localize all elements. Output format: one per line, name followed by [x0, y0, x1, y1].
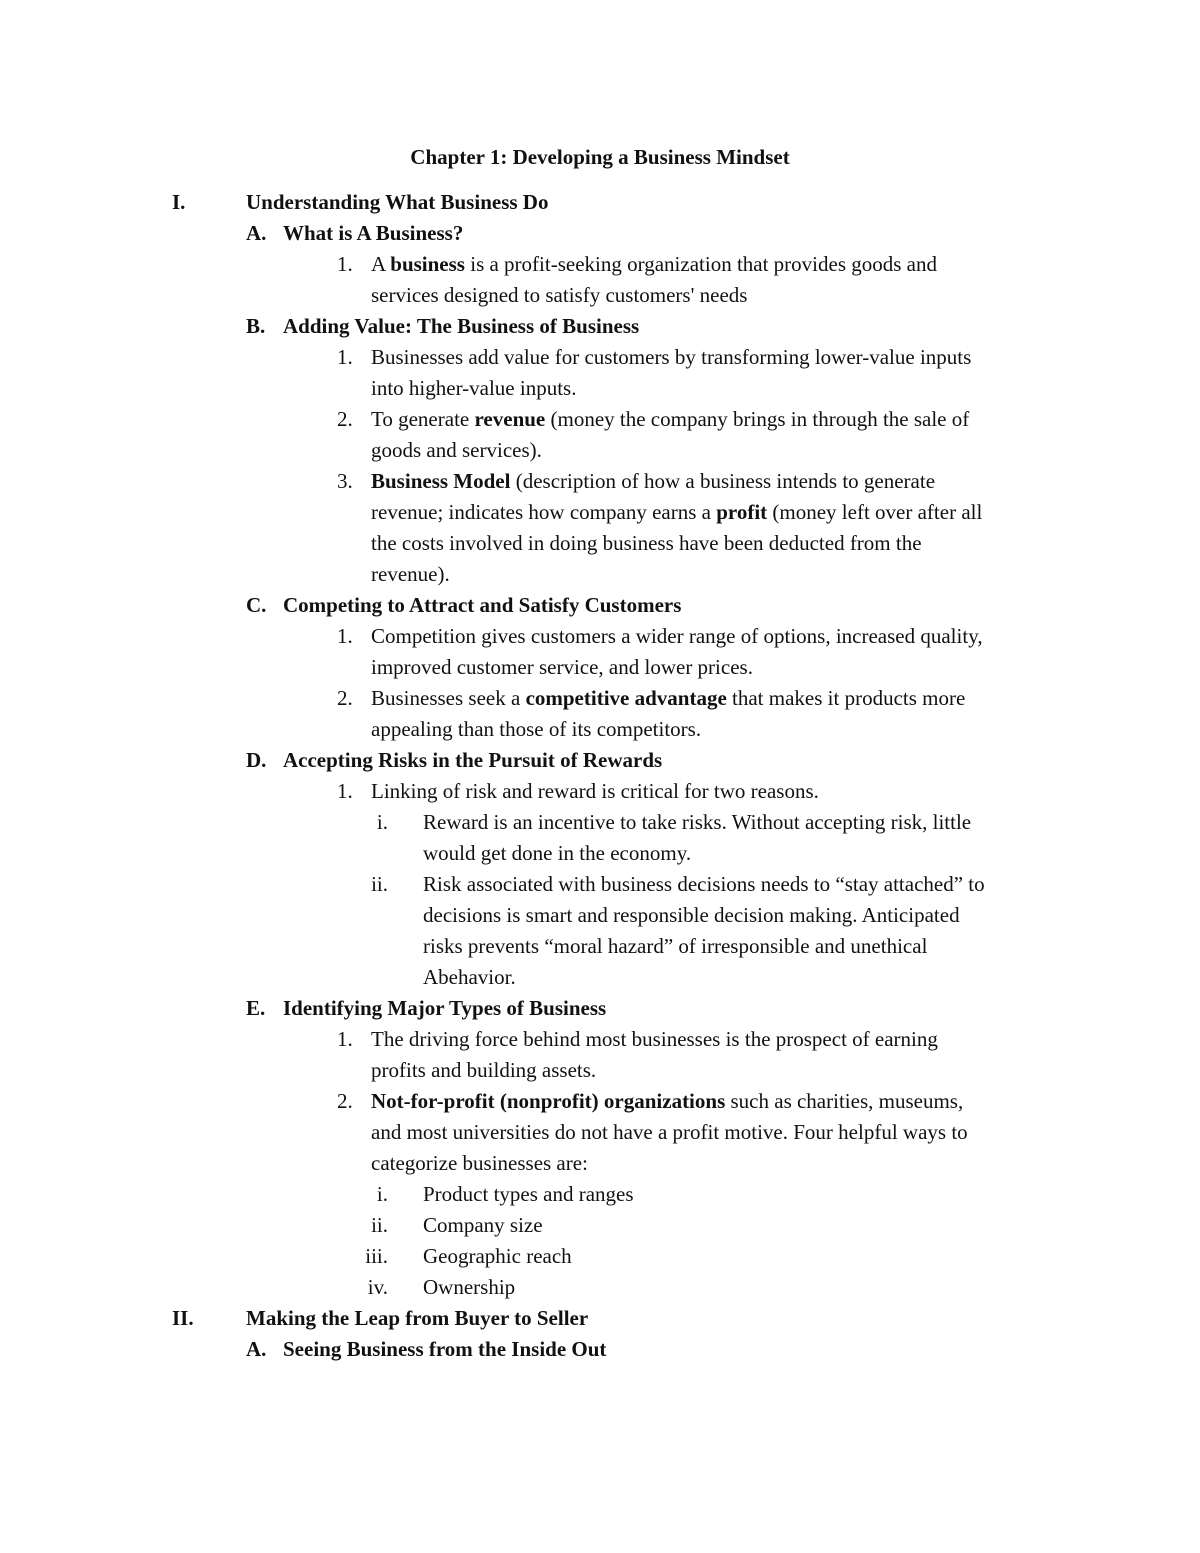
section-number: II. — [172, 1306, 194, 1330]
roman-numeral: iii. — [365, 1244, 388, 1268]
text-fragment: (money left over after all — [767, 500, 983, 524]
subsection-letter: E. — [246, 996, 266, 1020]
item-number: 1. — [337, 1027, 353, 1051]
key-term: Business Model — [371, 469, 511, 493]
body-text-line: categorize businesses are: — [371, 1151, 588, 1175]
body-text-line — [371, 683, 965, 714]
section-heading: Understanding What Business Do — [246, 190, 549, 214]
roman-numeral: ii. — [371, 1213, 388, 1237]
body-text-line: improved customer service, and lower prices. — [371, 655, 753, 679]
key-term: business — [390, 252, 465, 276]
key-term: profit — [716, 500, 768, 524]
body-text-line: Abehavior. — [423, 965, 516, 989]
item-number: 1. — [337, 779, 353, 803]
body-text-line: revenue). — [371, 562, 450, 586]
text-fragment: that makes it products more — [726, 686, 966, 710]
text-fragment: To generate — [371, 407, 475, 431]
page-title: Chapter 1: Developing a Business Mindset — [410, 145, 790, 169]
body-text-line — [371, 466, 935, 497]
body-text-line — [371, 249, 937, 280]
body-text-line: profits and building assets. — [371, 1058, 597, 1082]
body-text-line: risks prevents “moral hazard” of irresponsible and unethical — [423, 934, 928, 958]
section-number: I. — [172, 190, 186, 214]
subsection-letter: B. — [246, 314, 266, 338]
body-text-line: Product types and ranges — [423, 1182, 634, 1206]
body-text-line: Geographic reach — [423, 1244, 572, 1268]
body-text-line: Ownership — [423, 1275, 516, 1299]
subsection-heading: What is A Business? — [283, 221, 464, 245]
body-text-line: Linking of risk and reward is critical for two reasons. — [371, 779, 819, 803]
roman-numeral: i. — [376, 1182, 388, 1206]
body-text-line: Company size — [423, 1213, 543, 1237]
body-text-line: The driving force behind most businesses is the prospect of earning — [371, 1027, 938, 1051]
subsection-heading: Adding Value: The Business of Business — [283, 314, 640, 338]
subsection-letter: A. — [246, 1337, 267, 1361]
subsection-letter: C. — [246, 593, 267, 617]
body-text-line — [371, 404, 969, 435]
subsection-letter: A. — [246, 221, 267, 245]
body-text-line: services designed to satisfy customers' needs — [371, 283, 748, 307]
body-text-line: appealing than those of its competitors. — [371, 717, 702, 741]
subsection-heading: Competing to Attract and Satisfy Customers — [283, 593, 682, 617]
body-text-line: Reward is an incentive to take risks. Without accepting risk, little — [423, 810, 972, 834]
text-fragment: is a profit-seeking organization that provides goods and — [464, 252, 937, 276]
body-text-line: decisions is smart and responsible decision making. Anticipated — [423, 903, 960, 927]
item-number: 1. — [337, 252, 353, 276]
subsection-letter: D. — [246, 748, 267, 772]
body-text-line: Competition gives customers a wider range of options, increased quality, — [371, 624, 983, 648]
text-fragment: Businesses seek a — [371, 686, 526, 710]
subsection-heading: Seeing Business from the Inside Out — [283, 1337, 607, 1361]
item-number: 2. — [337, 1089, 353, 1113]
body-text-line: would get done in the economy. — [423, 841, 692, 865]
roman-numeral: ii. — [371, 872, 388, 896]
item-number: 2. — [337, 407, 353, 431]
subsection-heading: Identifying Major Types of Business — [283, 996, 607, 1020]
key-term: competitive advantage — [525, 686, 727, 710]
body-text-line: into higher-value inputs. — [371, 376, 577, 400]
item-number: 1. — [337, 624, 353, 648]
text-fragment: A — [371, 252, 391, 276]
body-text-line: Risk associated with business decisions needs to “stay attached” to — [423, 872, 985, 896]
text-fragment: (description of how a business intends to generate — [510, 469, 936, 493]
text-fragment: revenue; indicates how company earns a — [371, 500, 717, 524]
body-text-line: goods and services). — [371, 438, 542, 462]
text-fragment: (money the company brings in through the sale of — [545, 407, 970, 431]
text-fragment: such as charities, museums, — [725, 1089, 964, 1113]
body-text-line — [371, 497, 982, 528]
key-term: revenue — [474, 407, 546, 431]
item-number: 3. — [337, 469, 353, 493]
body-text-line: the costs involved in doing business have been deducted from the — [371, 531, 922, 555]
item-number: 2. — [337, 686, 353, 710]
roman-numeral: iv. — [367, 1275, 388, 1299]
item-number: 1. — [337, 345, 353, 369]
body-text-line — [371, 1086, 963, 1117]
subsection-heading: Accepting Risks in the Pursuit of Rewards — [283, 748, 663, 772]
roman-numeral: i. — [376, 810, 388, 834]
section-heading: Making the Leap from Buyer to Seller — [246, 1306, 589, 1330]
body-text-line: Businesses add value for customers by transforming lower-value inputs — [371, 345, 972, 369]
body-text-line: and most universities do not have a profit motive. Four helpful ways to — [371, 1120, 968, 1144]
key-term: Not-for-profit (nonprofit) organizations — [371, 1089, 726, 1113]
